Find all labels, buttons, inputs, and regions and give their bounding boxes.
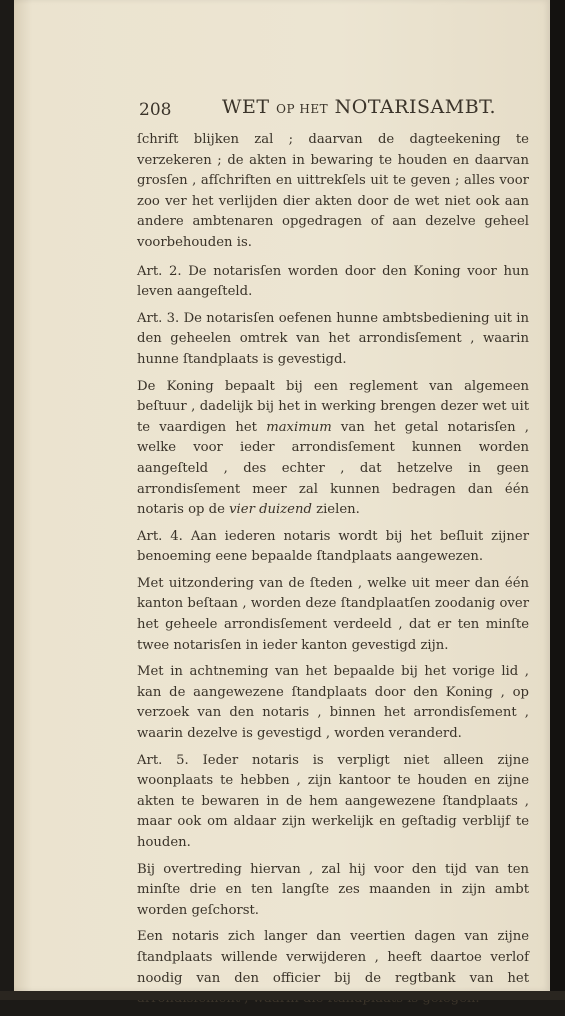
paragraph-maximum [137, 377, 529, 521]
italic-term: vier duizend [229, 502, 312, 517]
paragraph-text: Een notaris zich langer dan veertien dagen van zijne ſtandplaats willende verwijderen , heeft daartoe verlof noodig van den officier bij de regtbank van het arrondisſement , waarin die ſtandplaats is gelegen. [137, 929, 529, 1006]
article-3 [137, 309, 529, 371]
article-4 [137, 527, 529, 568]
paragraph-text: Met in achtneming van het bepaalde bij het vorige lid , kan de aangewezene ſtandplaats door den Koning , op verzoek van den notaris , binnen het arrondisſement , waarin dezelve is gevestigd , worden veranderd. [137, 664, 529, 741]
article-label: Art. 3. [137, 311, 179, 326]
running-title [222, 96, 496, 118]
article-label: Art. 4. [137, 529, 183, 544]
article-2 [137, 262, 529, 303]
paragraph-text: ſchrift blijken zal ; daarvan de dagteekening te verzekeren ; de akten in bewaring te houden en daarvan grosſen , afſchriften en uittrekſels uit te geven ; alles voor zoo ver het verlijden dier akten door de wet niet ook aan andere ambtenaren opgedragen of aan dezelve geheel voorbehouden is. [137, 132, 529, 250]
running-title-part1: WET [222, 96, 270, 118]
article-5 [137, 751, 529, 854]
paragraph-text: Bij overtreding hiervan , zal hij voor den tijd van ten minſte drie en ten langſte zes maanden in zijn ambt worden geſchorst. [137, 862, 529, 918]
article-text: Ieder notaris is verpligt niet alleen zijne woonplaats te hebben , zijn kantoor te houden en zijne akten te bewaren in de hem aangewezene ſtandplaats , maar ook om aldaar zijn werkelijk en geſtadig verblijf te houden. [137, 753, 529, 850]
paragraph-overtreding [137, 860, 529, 922]
article-text: Aan iederen notaris wordt bij het beſluit zijner benoeming eene bepaalde ſtandplaats aangewezen. [137, 529, 529, 565]
page-bottom-edge [0, 991, 565, 1000]
page-number: 208 [139, 100, 171, 120]
article-text: De notarisſen oefenen hunne ambtsbediening uit in den geheelen omtrek van het arrondisſement , waarin hunne ſtandplaats is gevestigd. [137, 311, 529, 367]
body-text [137, 130, 529, 1016]
running-title-part2: OP HET [276, 102, 328, 116]
paragraph-steden [137, 574, 529, 656]
article-label: Art. 5. [137, 753, 189, 768]
paragraph-continuation [137, 130, 529, 254]
paragraph-text: van het getal notarisſen , welke voor ieder arrondisſement kunnen worden aangeſteld , des echter , dat hetzelve in geen arrondisſement meer zal kunnen bedragen dan één notaris op de [137, 420, 529, 517]
paragraph-text: De Koning bepaalt bij een reglement van algemeen beſtuur , dadelijk bij het in werking brengen dezer wet uit te vaardigen het [137, 379, 529, 435]
paragraph-text: zielen. [316, 502, 360, 517]
running-title-part3: NOTARISAMBT. [335, 96, 496, 118]
book-spine-edge [550, 0, 565, 1000]
italic-term: maximum [266, 420, 332, 435]
running-header [139, 96, 479, 124]
paragraph-achtneming [137, 662, 529, 744]
article-text: De notarisſen worden door den Koning voor hun leven aangeſteld. [137, 264, 529, 300]
paragraph-text: Met uitzondering van de ſteden , welke uit meer dan één kanton beſtaan , worden deze ſtandplaatſen zoodanig over het geheele arrondisſement verdeeld , dat er ten minſte twee notarisſen in ieder kanton gevestigd zijn. [137, 576, 529, 653]
article-label: Art. 2. [137, 264, 182, 279]
